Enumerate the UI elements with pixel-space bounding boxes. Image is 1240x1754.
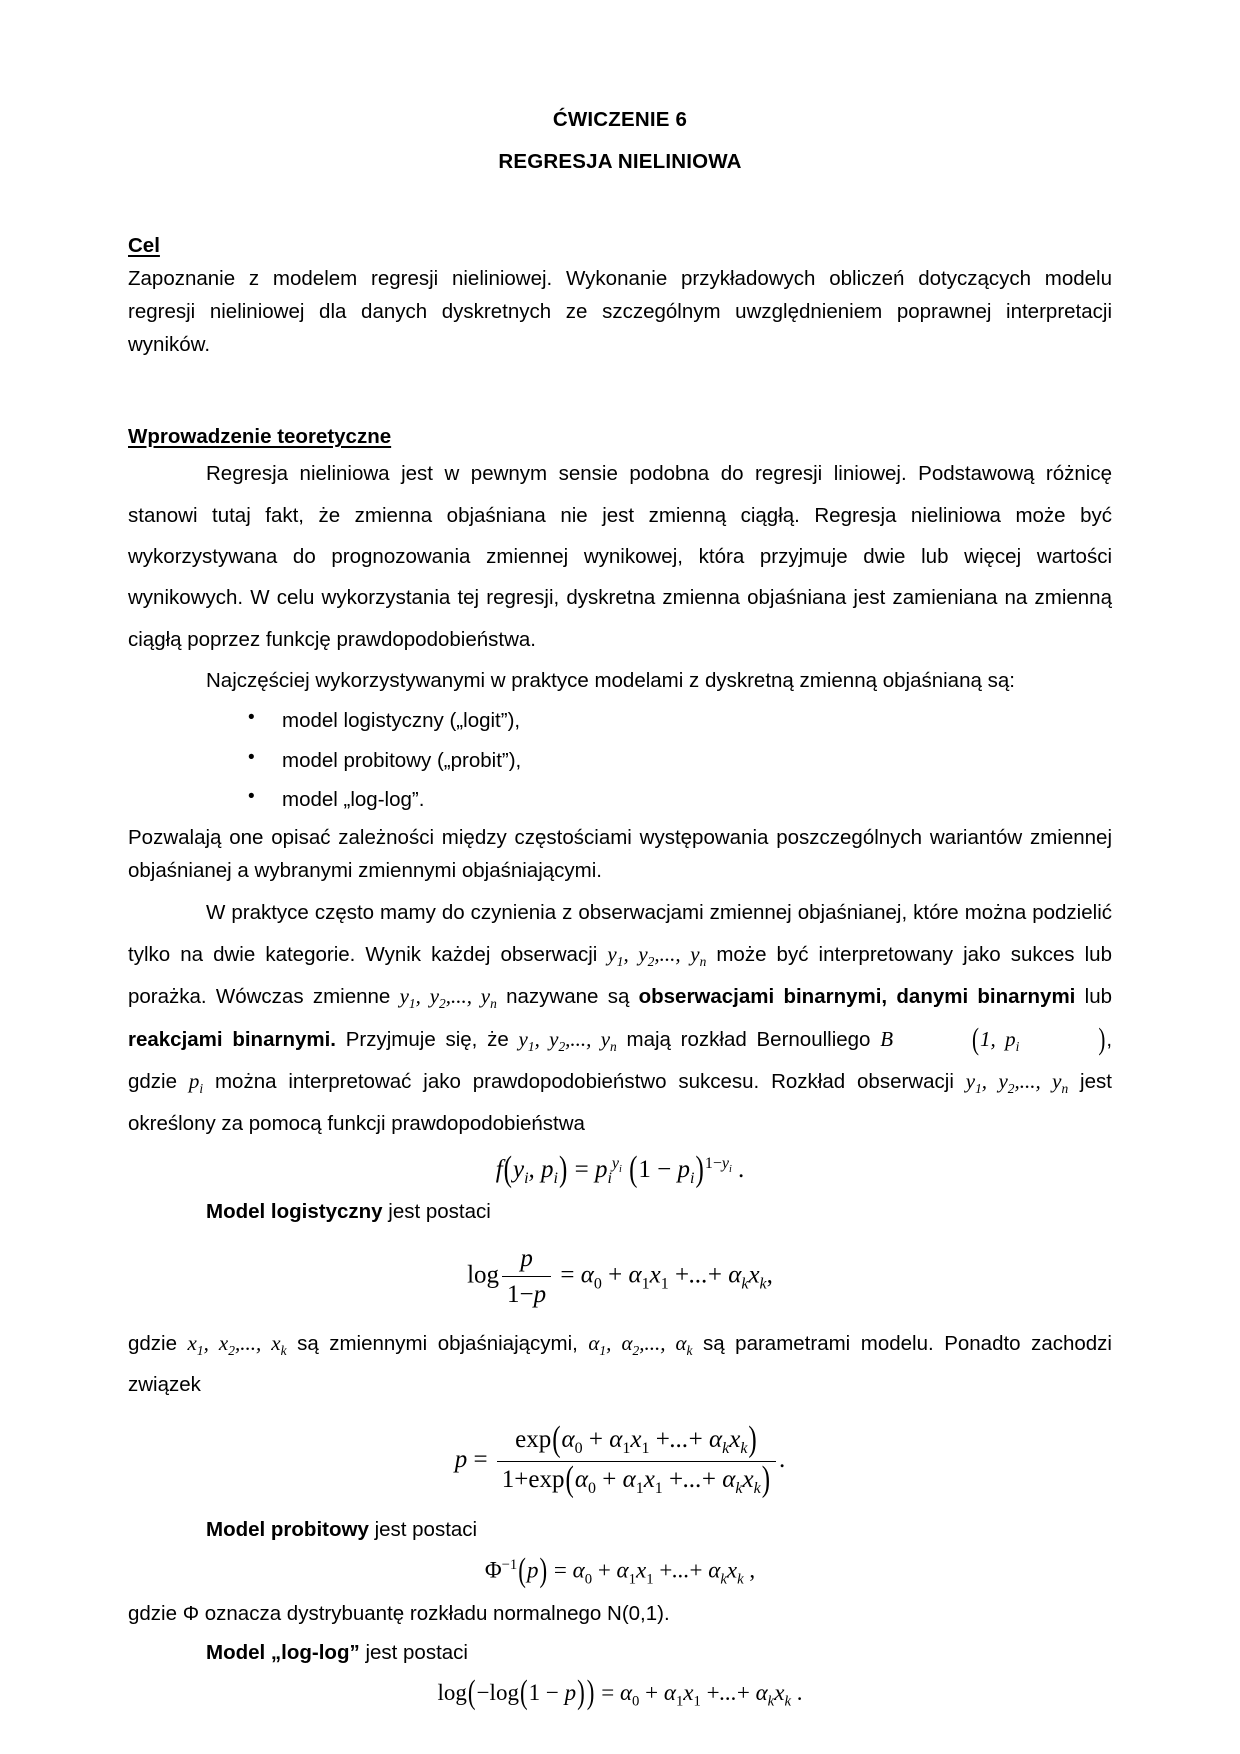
- text-run: W praktyce często mamy do czynienia z obserwacjami zmiennej objaśnianej, które można podzielić tylko na dwie kategorie. Wynik każdej obserwacji: [128, 900, 1112, 966]
- math-alpha-series: $\alpha_1$, $\alpha_2$,..., $\alpha_k$: [588, 1331, 693, 1359]
- text-run: może być interpretowany jako sukces lub porażka. Wówczas zmienne: [128, 942, 1112, 1009]
- list-item: • model logistyczny („logit”),: [128, 703, 1112, 738]
- text-run: jest określony za pomocą funkcji prawdopodobieństwa: [128, 1070, 1112, 1135]
- text-run: gdzie: [128, 1332, 178, 1355]
- math-x-series: $x_1$, $x_2$,..., $x_k$: [187, 1331, 287, 1359]
- text-run: można interpretować jako prawdopodobieństwo sukcesu. Rozkład obserwacji: [214, 1070, 954, 1094]
- text-bold-binary-reactions: reakcjami binarnymi.: [128, 1027, 336, 1051]
- equation-density-function: $f(y_i$, $p_i) = p_i^{y_i}$ $(1 - p_i)^{1-y_i}$ .: [495, 1150, 745, 1190]
- section-heading-cel: Cel: [128, 233, 160, 257]
- page-subtitle: REGRESJA NIELINIOWA: [498, 149, 742, 173]
- equation-logit-model: log $\frac{p}{1-p}$ = $\alpha_0 + \alpha_1x_1$ +...+ $\alpha_kx_k$,: [128, 1243, 1112, 1311]
- text-run: , gdzie: [128, 1027, 1113, 1094]
- document-title-block: [128, 104, 1112, 178]
- equation-loglog-model: $\log(-\log(1 - p)) = \alpha_0 + \alpha_1x_1$ +...+ $\alpha_kx_k$ .: [437, 1674, 803, 1711]
- model-list: [128, 703, 1112, 817]
- math-bernoulli: B (1, $p_i$ ): [880, 1021, 1106, 1057]
- text-run: Przyjmuje się, że: [345, 1027, 509, 1051]
- page-title: ĆWICZENIE 6: [552, 108, 688, 131]
- text-bold-binary-observations: obserwacjami binarnymi,: [638, 985, 888, 1009]
- section-cel: [128, 234, 1112, 362]
- fraction-exp-over-1-plus-exp: $\frac{\exp(\alpha_0 + \alpha_1x_1 +...+ \alpha_kx_k)}{1+\exp(\alpha_0 + \alpha_1x_1 +...+ \alpha_kx_k)}$: [497, 1424, 776, 1499]
- label-model-probitowy: Model probitowy: [206, 1517, 369, 1541]
- math-y-series: $y_1$, $y_2$,..., $y_n$: [607, 941, 707, 970]
- math-y-series: $y_1$, $y_2$,..., $y_n$: [518, 1026, 617, 1054]
- paragraph-binary-observations: [128, 892, 1112, 1144]
- list-item: • model „log-log”.: [128, 782, 1112, 817]
- text-run: mają rozkład Bernoulliego: [626, 1027, 871, 1051]
- text-run: lub: [1084, 985, 1113, 1009]
- paragraph-after-probit: gdzie Φ oznacza dystrybuantę rozkładu normalnego N(0,1).: [128, 1601, 670, 1625]
- list-item: • model probitowy („probit”),: [128, 743, 1112, 778]
- text-bold-binary-data: danymi binarnymi: [896, 985, 1076, 1009]
- math-y-series: $y_1$, $y_2$,..., $y_n$: [965, 1069, 1069, 1097]
- text-run: jest postaci: [374, 1517, 478, 1541]
- math-p-i: $p_i$: [188, 1069, 204, 1097]
- text-run: nazywane są: [506, 985, 630, 1009]
- text-run: jest postaci: [388, 1200, 491, 1224]
- text-run: jest postaci: [365, 1640, 468, 1664]
- section-cel-paragraph: Zapoznanie z modelem regresji nieliniowej. Wykonanie przykładowych obliczeń dotyczących modelu regresji nieliniowej dla danych dyskretnych ze szczególnym uwzględnieniem poprawnej interpretacji wyników.: [128, 266, 1112, 356]
- paragraph-after-logit: [128, 1322, 1112, 1406]
- math-y-series: $y_1$, $y_2$,..., $y_n$: [399, 984, 497, 1012]
- equation-probit-model: $\Phi^{-1}(p) = \alpha_0 + \alpha_1x_1$ +...+ $\alpha_kx_k$ ,: [484, 1551, 756, 1588]
- paragraph-logit-label: [128, 1195, 1112, 1228]
- paragraph-loglog-label: [128, 1636, 1112, 1669]
- section-heading-wprowadzenie: Wprowadzenie teoretyczne: [128, 425, 392, 449]
- label-model-loglog: Model „log-log”: [206, 1640, 360, 1664]
- paragraph-intro-2: Najczęściej wykorzystywanymi w praktyce modelami z dyskretną zmienną objaśnianą są:: [206, 669, 1015, 693]
- text-run: są parametrami modelu. Ponadto zachodzi związek: [128, 1332, 1112, 1397]
- paragraph-probit-label: [128, 1513, 1112, 1546]
- equation-probability-p: p = $\frac{\exp(\alpha_0 + \alpha_1x_1 +...+ \alpha_kx_k)}{1+\exp(\alpha_0 + \alpha_1x_1 +...+ \alpha_kx_k)}$ .: [454, 1419, 786, 1499]
- label-model-logistyczny: Model logistyczny: [206, 1200, 383, 1224]
- paragraph-intro-3: Pozwalają one opisać zależności między częstościami występowania poszczególnych wariantów zmiennej objaśnianej a wybranymi zmiennymi objaśniającymi.: [128, 826, 1112, 883]
- text-run: są zmiennymi objaśniającymi,: [297, 1332, 578, 1355]
- fraction-p-over-1-minus-p: $\frac{p}{1-p}$: [502, 1243, 551, 1311]
- section-wprowadzenie: [128, 425, 1112, 1711]
- paragraph-intro-1: Regresja nieliniowa jest w pewnym sensie podobna do regresji liniowej. Podstawową różnicę stanowi tutaj fakt, że zmienna objaśniana nie jest zmienną ciągłą. Regresja nieliniowa może być wykorzystywana do prognozowania zmiennej wynikowej, która przyjmuje dwie lub więcej wartości wynikowych. W celu wykorzystania tej regresji, dyskretna zmienna objaśniana jest zamieniana na zmienną ciągłą poprzez funkcję prawdopodobieństwa.: [128, 462, 1112, 651]
